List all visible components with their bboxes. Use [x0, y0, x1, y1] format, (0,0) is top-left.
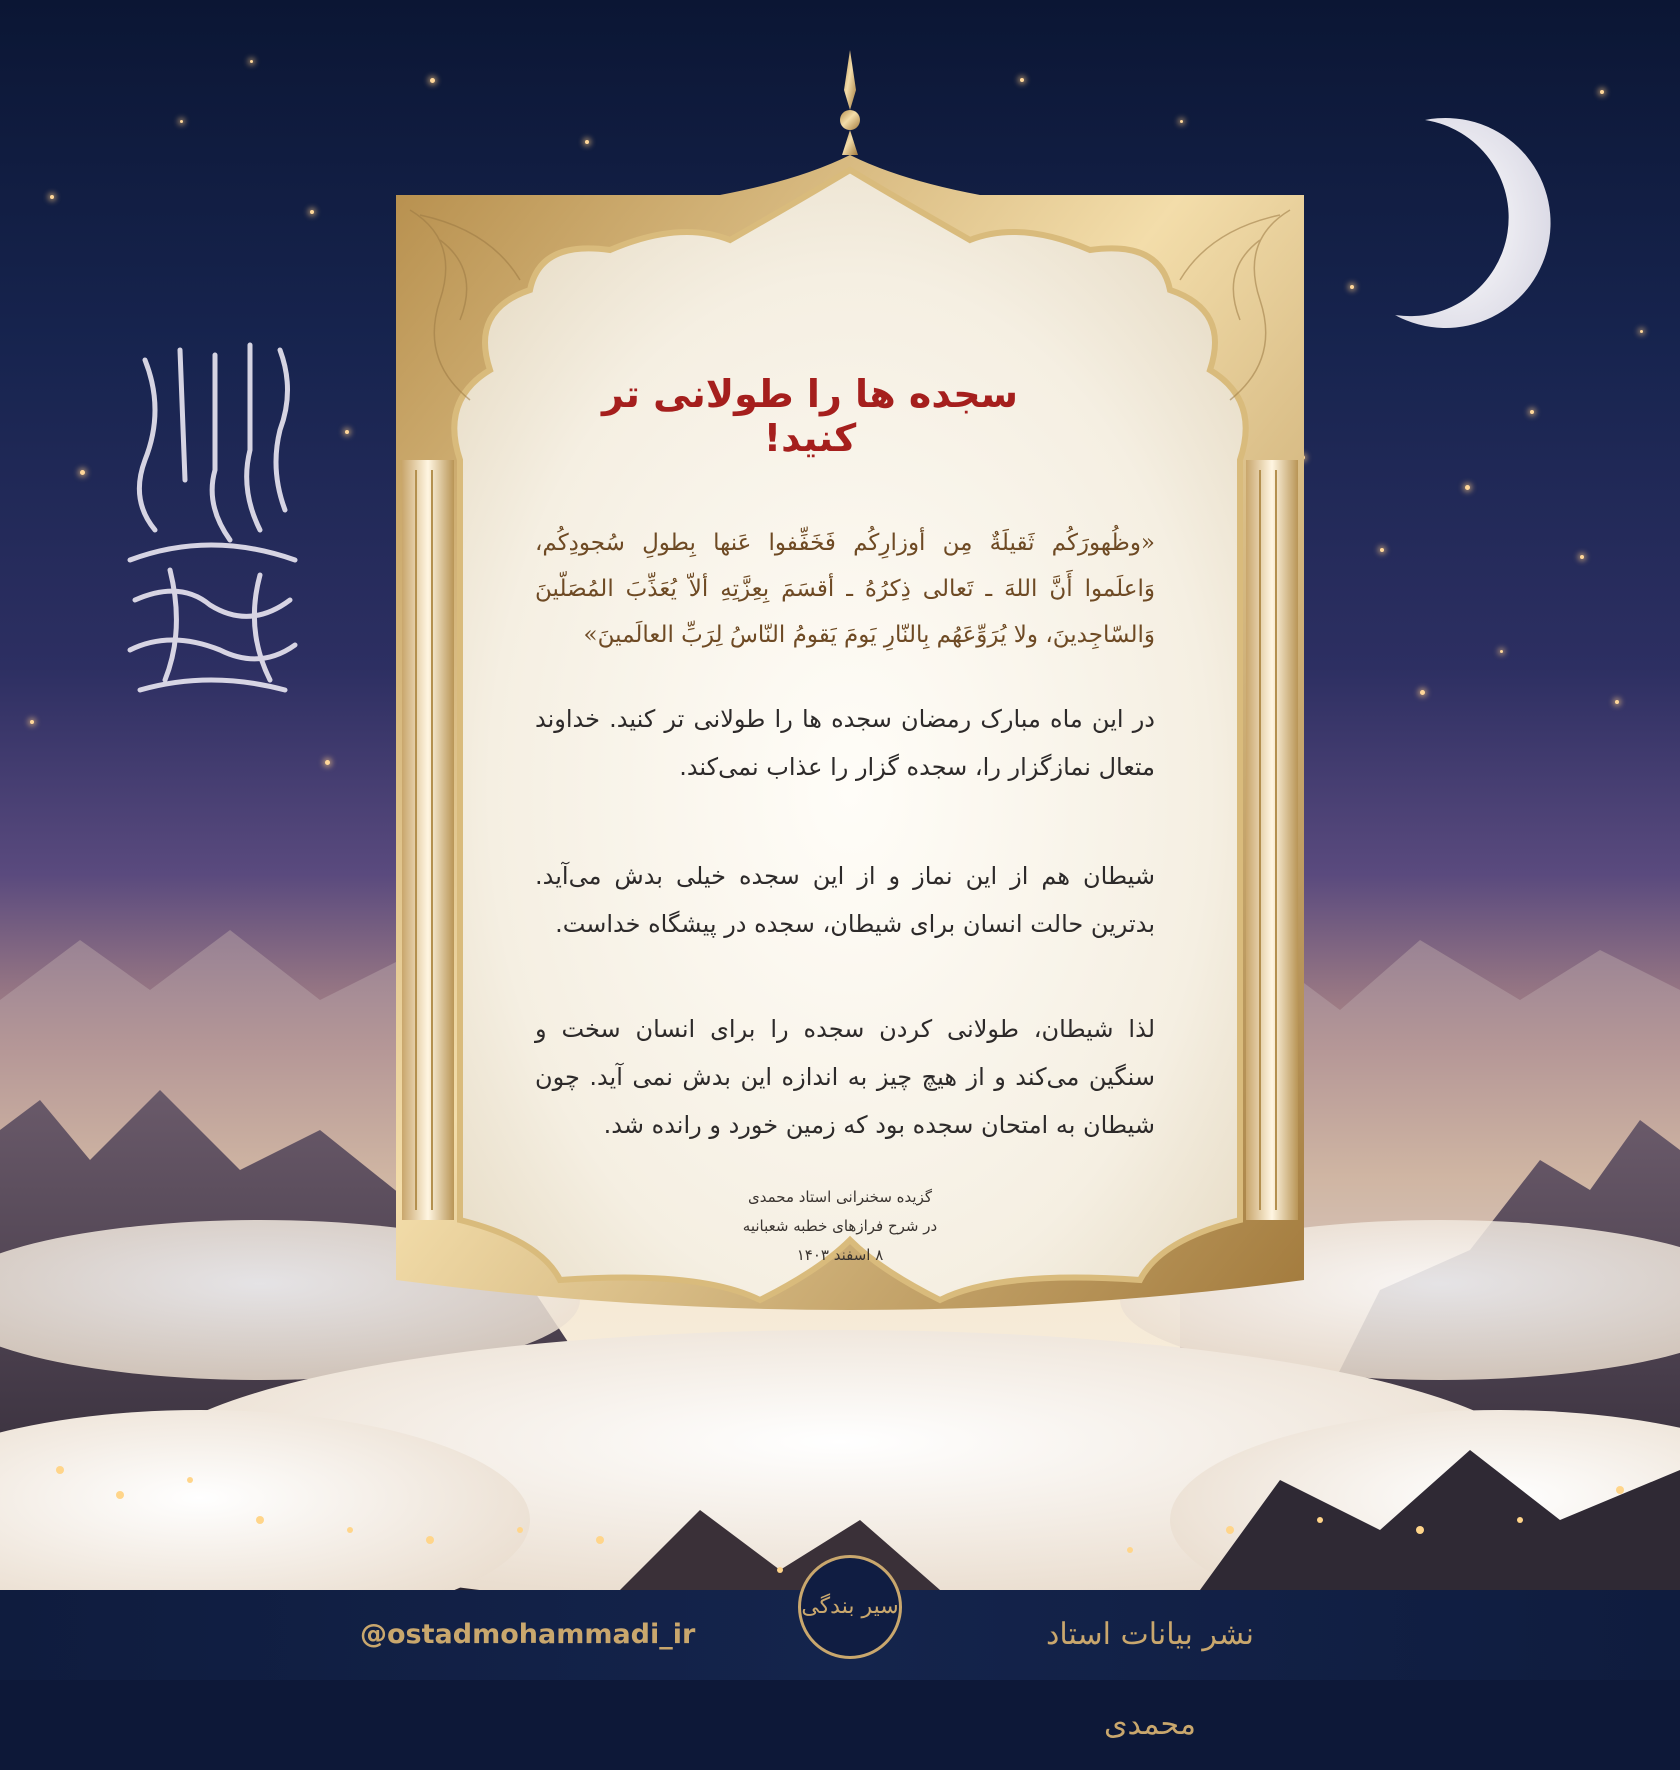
paragraph-2: شیطان هم از این نماز و از این سجده خیلی بدش می‌آید. بدترین حالت انسان برای شیطان، سجده در پیشگاه خداست. — [535, 862, 1155, 938]
source-date: ۸ اسفند ۱۴۰۳ — [796, 1246, 884, 1264]
source-line-2: در شرح فرازهای خطبه شعبانیه — [742, 1217, 938, 1235]
source-line-1: گزیده سخنرانی استاد محمدی — [747, 1188, 933, 1206]
source-credit — [700, 1183, 980, 1270]
logo-badge — [798, 1555, 902, 1659]
brand-name: نشر بیانات استاد محمدی — [1045, 1617, 1255, 1742]
crescent-moon-icon — [1385, 110, 1575, 340]
logo-text: سیر بندگی — [801, 1594, 899, 1619]
paragraph-3: لذا شیطان، طولانی کردن سجده را برای انسان سخت و سنگین می‌کند و از هیچ چیز به اندازه این بدش نمی آید. چون شیطان به امتحان سجده بود که زمین خورد و رانده شد. — [535, 1015, 1155, 1139]
calligraphy-emblem-icon — [110, 330, 310, 710]
social-handle: @ostadmohammadi_ir — [360, 1619, 696, 1650]
poster-title: سجده ها را طولانی تر کنید! — [601, 372, 1019, 460]
paragraph-1: در این ماه مبارک رمضان سجده ها را طولانی تر کنید. خداوند متعال نمازگزار را، سجده گزار را عذاب نمی‌کند. — [535, 705, 1155, 781]
arabic-quote: «وظُهورَکُم ثَقيلَةٌ مِن أوزارِکُم فَخَفِّفوا عَنها بِطولِ سُجودِکُم، وَاعلَموا أَنَّ اللهَ ـ تَعالى ذِکرُهُ ـ أقسَمَ بِعِزَّتِهِ ألاّ يُعَذِّبَ المُصَلّينَ وَالسّاجِدينَ، ولا يُرَوِّعَهُم بِالنّارِ يَومَ يَقومُ النّاسُ لِرَبِّ العالَمينَ» — [535, 530, 1155, 648]
